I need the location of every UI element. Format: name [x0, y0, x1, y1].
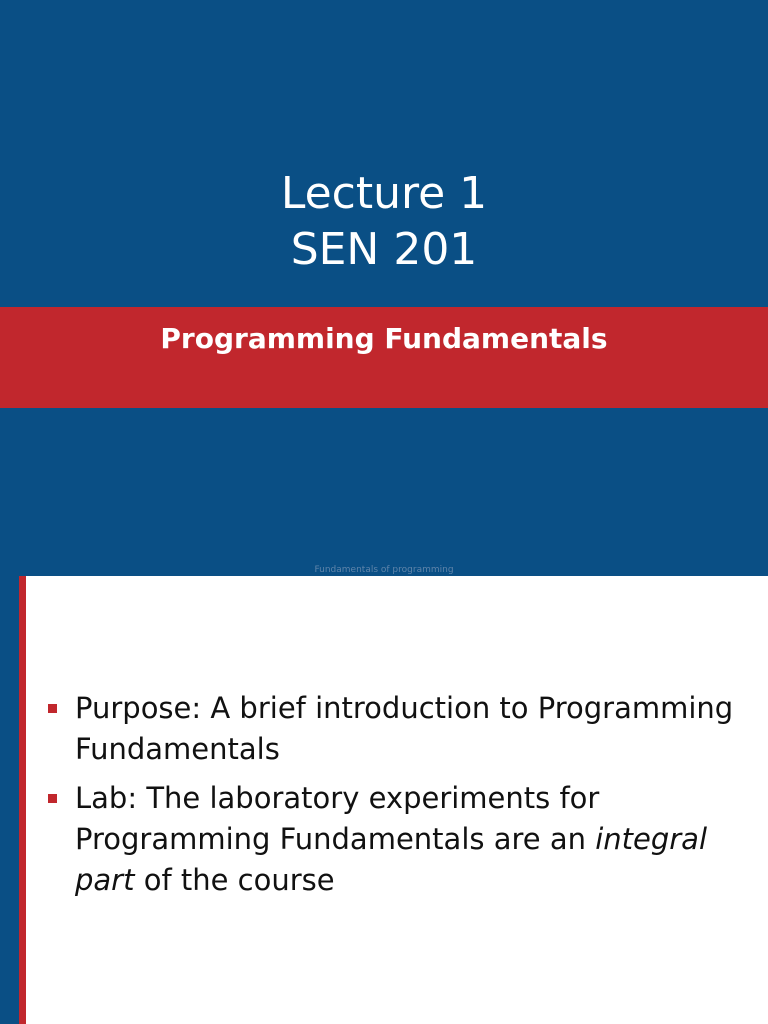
- slide-title: [0, 166, 768, 278]
- title-line-lecture: Lecture 1: [280, 168, 488, 219]
- list-item: [48, 688, 748, 770]
- slide-subtitle: Programming Fundamentals: [160, 322, 608, 355]
- title-line-course-code: SEN 201: [290, 224, 478, 275]
- bullet-square-icon: [48, 704, 57, 713]
- bullet-text-lab-italic: integral part: [75, 822, 707, 897]
- list-item: [48, 778, 748, 901]
- slide-footer: Fundamentals of programming: [314, 565, 454, 575]
- accent-bar: [19, 576, 26, 1024]
- bullet-text-lab-before: Lab: The laboratory experiments for Programming Fundamentals are an: [75, 781, 600, 856]
- bullet-text-purpose: Purpose: A brief introduction to Programming Fundamentals: [75, 691, 734, 766]
- content-slide: [0, 576, 768, 1024]
- bullet-square-icon: [48, 794, 57, 803]
- bullet-text-lab-after: of the course: [134, 863, 335, 897]
- bullet-list: [48, 688, 748, 909]
